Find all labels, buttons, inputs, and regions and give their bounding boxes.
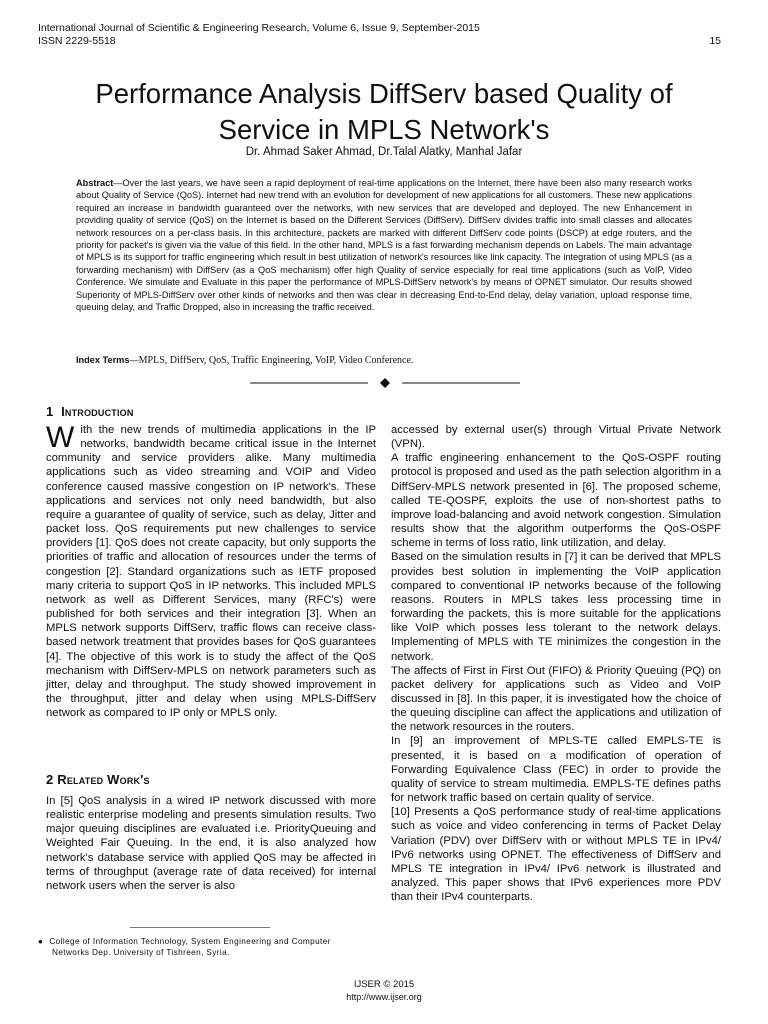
section-2-number: 2 [46, 772, 54, 787]
right-paragraph: In [9] an improvement of MPLS-TE called EMPLS-TE is presented, it is based on a modification of operation of Forwarding Equivalence Class (FEC) in order to provide the quality of service to stream multimedia. EMPLS-TE defines paths for network traffic based on certain quality of service. [391, 735, 721, 805]
right-paragraph: The affects of First in First Out (FIFO) & Priority Queuing (PQ) on packet delivery for applications such as Video and VoIP discussed in [8]. In this paper, it is investigated how the choice of the queuing discipline can affect the applications and utilization of the network resources in the routers. [391, 664, 721, 734]
section-2-title: Related Work's [57, 772, 150, 787]
index-terms-dash: — [129, 355, 139, 365]
footnote-rule [130, 927, 270, 928]
footer-copyright: IJSER © 2015 [353, 979, 415, 990]
intro-text: ith the new trends of multimedia applications in the IP networks, bandwidth became critical issue in the Internet community and service providers alike. Many multimedia applications such as video streaming and VOIP and Video conference caused massive congestion on IP network's. These applications and services not only need bandwidth, but also require a guarantee of quality of service, such as delay, Jitter and packet loss. QoS requirements put new challenges to service providers [1]. QoS does not create capacity, but only supports the priorities of traffic and allocation of resources under the terms of congestion [2]. Standard organizations such as IETF proposed many criteria to support QoS in IP networks. This included MPLS network as well as Different Services, many (RFC's) were published for both services and their integration [3]. When an MPLS network supports DiffServ, traffic flows can receive class-based network treatment that provides bases for QoS guarantees [4]. The objective of this work is to study the affect of the QoS mechanism with DiffServ-MPLS on network parameters such as jitter, delay and throughput. The study showed improvement in the throughput, jitter and delay when using MPLS-DiffServ network as compared to IP only or MPLS only. [46, 424, 376, 720]
affiliation-footnote [38, 936, 368, 958]
title-line-1: Performance Analysis DiffServ based Quality of [95, 78, 673, 109]
abstract-label: Abstract [76, 178, 114, 188]
abstract [76, 177, 692, 313]
index-terms-text: MPLS, DiffServ, QoS, Traffic Engineering, VoIP, Video Conference. [138, 355, 414, 366]
page-number: 15 [709, 35, 721, 47]
left-column-intro [46, 423, 376, 720]
section-1-title: Introduction [61, 404, 134, 419]
abstract-text: —Over the last years, we have seen a rapid deployment of real-time applications on the Internet, there have been also many research works about Quality of Service (QoS). Internet had new trend with an evolution for development of new applications for all customers. These new applications required an increase in bandwidth guaranteed over the networks, with new services that are developed and deployed. The new Enhancement in providing quality of service (QoS) on the Internet is based on the Different Services (DiffServ). DiffServ divides traffic into small classes and allocates network resources on a per-class basis. In this architecture, packets are marked with different DiffServ code points (DSCP) at edge routers, and the priority for packet's is given via the value of this field. In the other hand, MPLS is a fast forwarding mechanism depends on Labels. The main advantage of MPLS is its support for traffic engineering which result in best utilization of network's resources like link capacity. The integration of using MPLS (as a forwarding mechanism) with DiffServ (as a QoS mechanism) offer high Quality of service especially for real time applications (such as VoIP, Video Conference. We simulate and Evaluate in this paper the performance of MPLS-DiffServ network's by means of OPNET simulator. Our results showed Superiority of MPLS-DiffServ over other kinds of networks and then was clear in decreasing End-to-End delay, delay variation, upload response time, queuing delay, and Traffic Dropped, also in increasing the traffic received. [76, 178, 692, 313]
journal-header: International Journal of Scientific & Engineering Research, Volume 6, Issue 9, September-2015 [38, 22, 480, 34]
footnote-line-2: Networks Dep. University of Tishreen, Syria. [52, 948, 230, 957]
right-paragraph: Based on the simulation results in [7] it can be derived that MPLS provides best solution in implementing the VoIP application compared to conventional IP networks because of the following reasons. Routers in MPLS takes less processing time in forwarding the packets, this is more suitable for the applications like VoIP which posses less tolerant to the network delays. Implementing of MPLS with TE minimizes the congestion in the network. [391, 551, 721, 663]
section-separator [250, 376, 520, 390]
right-paragraph: accessed by external user(s) through Virtual Private Network (VPN). [391, 424, 721, 451]
authors: Dr. Ahmad Saker Ahmad, Dr.Talal Alatky, Manhal Jafar [245, 146, 523, 158]
left-column-related [46, 794, 376, 893]
right-paragraph: A traffic engineering enhancement to the QoS-OSPF routing protocol is proposed and used as the path selection algorithm in a DiffServ-MPLS network presented in [6]. The proposed scheme, called TE-QOSPF, exploits the use of non-shortest paths to improve load-balancing and avoid network congestion. Simulation results show that the algorithm outperforms the QoS-OSPF scheme in terms of loss ratio, link utilization, and delay. [391, 452, 721, 550]
issn: ISSN 2229-5518 [38, 35, 116, 47]
title-line-2: Service in MPLS Network's [218, 114, 550, 145]
index-terms-label: Index Terms [76, 355, 130, 365]
related-paragraph: In [5] QoS analysis in a wired IP network discussed with more realistic enterprise modeling and presents simulation results. Two major queuing disciplines are evaluated i.e. PriorityQueuing and Weighted Fair Queuing. In the end, it is also analyzed how network's database service with applied QoS may be affected in terms of throughput (average rate of data received) for internal network users when the server is also [46, 795, 376, 892]
footnote-line-1: College of Information Technology, System Engineering and Computer [49, 937, 331, 946]
section-1-number: 1 [46, 404, 54, 419]
right-paragraph: [10] Presents a QoS performance study of real-time applications such as voice and video conferencing in terms of Packet Delay Variation (PDV) over DiffServ with or without MPLS TE in IPv4/ IPv6 networks using OPNET. The effectiveness of DiffServ and MPLS TE integration in IPv4/ IPv6 network is illustrated and analyzed. This paper shows that IPv6 experiences more PDV than their IPv4 counterparts. [391, 806, 721, 904]
section-2-heading [46, 772, 150, 787]
index-terms [76, 354, 692, 367]
footer-url[interactable]: http://www.ijser.org [346, 992, 422, 1002]
section-1-heading [46, 404, 134, 419]
intro-paragraph [46, 423, 376, 720]
footnote-bullet: ● [38, 937, 44, 946]
dropcap: W [46, 421, 75, 454]
paper-title [30, 76, 738, 148]
right-column [391, 423, 721, 904]
